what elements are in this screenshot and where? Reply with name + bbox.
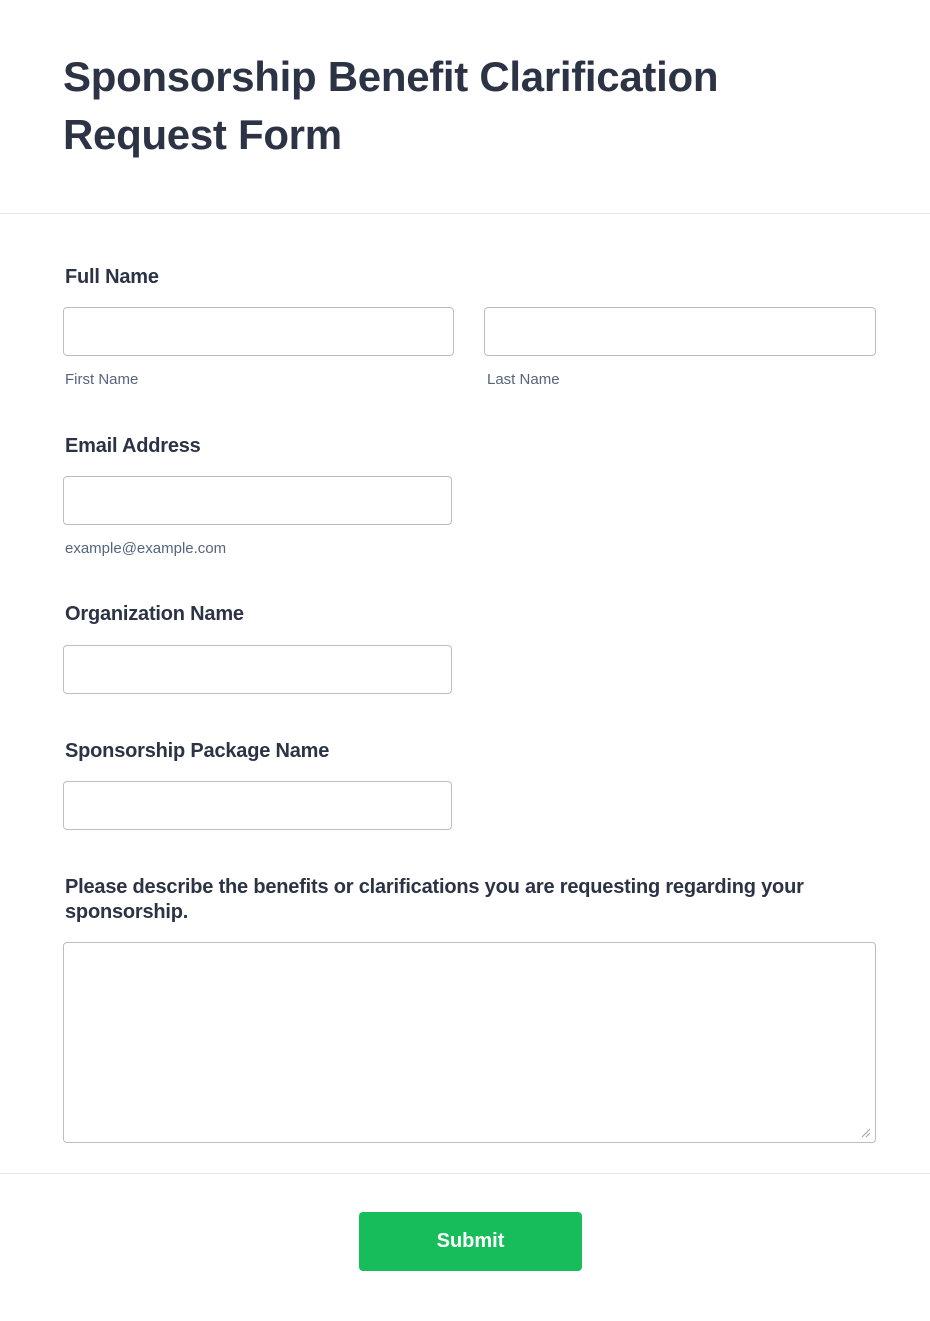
- email-input[interactable]: [63, 476, 452, 525]
- description-textarea[interactable]: [63, 942, 876, 1143]
- package-input[interactable]: [63, 781, 452, 830]
- first-name-sublabel: First Name: [65, 371, 139, 388]
- organization-label: Organization Name: [65, 603, 244, 625]
- first-name-input[interactable]: [63, 307, 454, 356]
- submit-button[interactable]: Submit: [359, 1212, 582, 1271]
- form-header: [0, 0, 930, 214]
- last-name-sublabel: Last Name: [487, 371, 560, 388]
- email-label: Email Address: [65, 435, 201, 457]
- full-name-label: Full Name: [65, 266, 159, 288]
- package-label: Sponsorship Package Name: [65, 740, 330, 762]
- organization-input[interactable]: [63, 645, 452, 694]
- footer-divider: [0, 1173, 930, 1174]
- form-title: Sponsorship Benefit Clarification Request Form: [63, 53, 719, 158]
- last-name-input[interactable]: [484, 307, 876, 356]
- description-label: Please describe the benefits or clarifications you are requesting regarding your sponsorship.: [65, 876, 804, 923]
- email-sublabel: example@example.com: [65, 540, 227, 557]
- resize-handle-icon[interactable]: [859, 1126, 871, 1138]
